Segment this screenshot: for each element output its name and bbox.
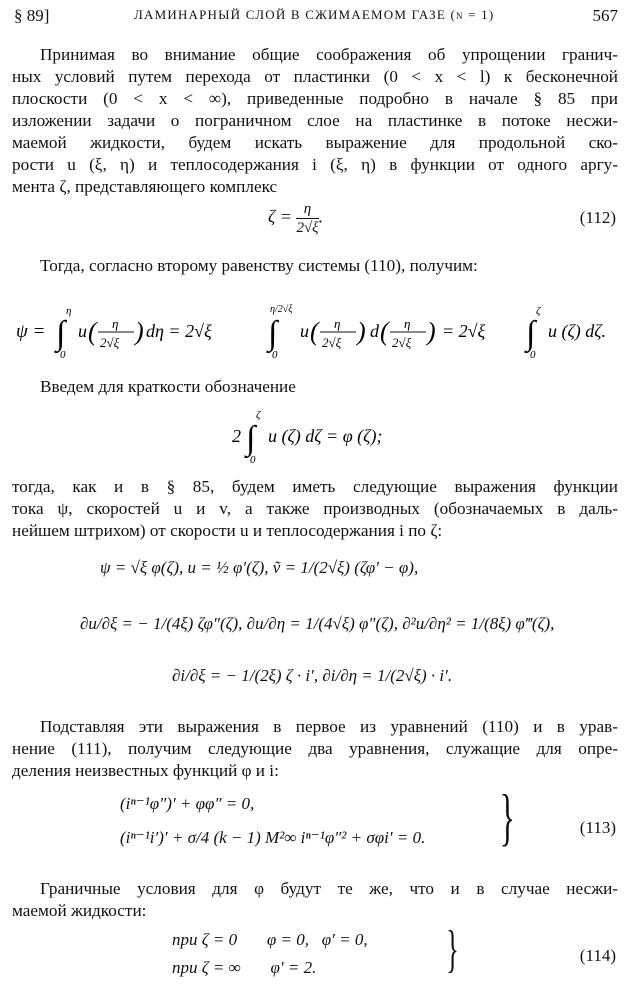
svg-text:): )	[427, 317, 436, 346]
svg-text:∫: ∫	[56, 315, 66, 352]
text-line: мента ζ, представляющего комплекс	[12, 177, 278, 196]
text-line: Граничные условия для φ будут те же, что и в случае несжи-	[40, 879, 618, 898]
section-marker: § 89]	[14, 6, 50, 25]
right-brace: }	[446, 921, 459, 978]
svg-text:u: u	[300, 321, 309, 341]
equation-number-112: (112)	[579, 208, 616, 227]
eq-lhs: ζ =	[268, 206, 292, 227]
svg-text:): )	[357, 317, 366, 346]
psi-integral-drawing	[14, 300, 618, 362]
text-line: нейшем штрихом) от скорости u и теплосодержания i по ζ:	[12, 521, 443, 540]
svg-text:2: 2	[232, 426, 241, 446]
text-line: тока ψ, скоростей u и v, а также производных (обозначаемых в даль-	[12, 499, 618, 518]
svg-text:η: η	[334, 316, 341, 331]
text-line: Принимая во внимание общие соображения об упрощении гранич-	[40, 45, 618, 64]
right-brace: }	[499, 781, 516, 852]
text-line: маемой жидкости, будем искать выражение для продольной ско-	[12, 133, 618, 152]
equation-derivatives-3: ∂i/∂ξ = − 1/(2ξ) ζ · i′, ∂i/∂η = 1/(2√ξ) · i′.	[172, 666, 453, 685]
text-line: ных условий путем перехода от пластинки (0 < x < l) к бесконечной	[12, 67, 618, 86]
page-number: 567	[592, 6, 618, 25]
paragraph-substituting	[12, 716, 618, 782]
svg-text:u (ζ) dζ = φ (ζ);: u (ζ) dζ = φ (ζ);	[268, 426, 383, 446]
paragraph-intro	[12, 44, 618, 198]
text-line: маемой жидкости:	[12, 901, 147, 920]
text-line: деления неизвестных функций φ и i:	[12, 761, 279, 780]
eq-tail: .	[318, 206, 324, 227]
paragraph-notation	[12, 376, 618, 398]
equation-113-line-2: (iⁿ⁻¹i′)′ + σ/4 (k − 1) M²∞ iⁿ⁻¹φ″² + σφi′ = 0.	[120, 828, 426, 847]
equation-number-114: (114)	[579, 946, 616, 965]
svg-text:2√ξ: 2√ξ	[322, 335, 342, 350]
paragraph-boundary-conditions	[12, 878, 618, 922]
text-line: Введем для краткости обозначение	[40, 377, 296, 396]
svg-text:(: (	[88, 317, 97, 346]
svg-text:2√ξ: 2√ξ	[100, 335, 120, 350]
equation-112	[268, 200, 323, 237]
svg-text:(: (	[310, 317, 319, 346]
text-line: рости u (ξ, η) и теплосодержания i (ξ, η) в функции от одного аргу-	[12, 155, 618, 174]
svg-text:d: d	[370, 321, 379, 341]
header-title: ЛАМИНАРНЫЙ СЛОЙ В СЖИМАЕМОМ ГАЗЕ (n = 1)	[134, 7, 495, 22]
denominator: 2√ξ	[296, 220, 319, 236]
numerator: η	[296, 200, 318, 219]
svg-text:ψ =: ψ =	[16, 321, 46, 342]
paragraph-then	[12, 255, 618, 277]
svg-text:∫: ∫	[246, 420, 256, 457]
svg-text:ζ: ζ	[256, 409, 261, 421]
text-line: нение (111), получим следующие два уравнения, служащие для опре-	[12, 739, 618, 758]
equation-derivatives-2: ∂u/∂ξ = − 1/(4ξ) ζφ″(ζ), ∂u/∂η = 1/(4√ξ) φ″(ζ), ∂²u/∂η² = 1/(8ξ) φ‴(ζ),	[80, 614, 555, 633]
svg-text:0: 0	[60, 349, 66, 361]
svg-text:η: η	[66, 305, 72, 317]
svg-text:∫: ∫	[526, 315, 536, 352]
svg-text:∫: ∫	[268, 315, 278, 352]
svg-text:(: (	[380, 317, 389, 346]
fraction	[296, 200, 318, 237]
svg-text:= 2√ξ: = 2√ξ	[442, 321, 486, 341]
equation-113-line-1: (iⁿ⁻¹φ″)′ + φφ″ = 0,	[120, 794, 255, 813]
text-line: Подставляя эти выражения в первое из уравнений (110) и в урав-	[40, 717, 618, 736]
paragraph-then-as	[12, 476, 618, 542]
svg-text:ζ: ζ	[536, 305, 541, 317]
svg-text:η: η	[404, 316, 411, 331]
svg-text:2√ξ: 2√ξ	[392, 335, 412, 350]
equation-phi-definition	[228, 404, 428, 471]
svg-text:): )	[135, 317, 144, 346]
equation-derivatives-1: ψ = √ξ φ(ζ), u = ½ φ′(ζ), ṽ = 1/(2√ξ) (ζφ′ − φ),	[100, 558, 419, 577]
svg-text:u (ζ) dζ.: u (ζ) dζ.	[548, 321, 607, 341]
equation-number-113: (113)	[579, 818, 616, 837]
text-line: плоскости (0 < x < ∞), приведенные подробно в начале § 85 при	[12, 89, 618, 108]
svg-text:0: 0	[250, 454, 256, 466]
running-header	[14, 6, 618, 28]
svg-text:dη = 2√ξ: dη = 2√ξ	[146, 321, 212, 341]
svg-text:η: η	[112, 316, 119, 331]
svg-text:0: 0	[530, 349, 536, 361]
phi-definition-drawing	[228, 404, 428, 466]
svg-text:η/2√ξ: η/2√ξ	[270, 304, 293, 315]
equation-114-line-2: при ζ = ∞ φ′ = 2.	[172, 958, 317, 977]
text-line: изложении задачи о пограничном слое на пластинке в потоке несжи-	[12, 111, 618, 130]
svg-text:u: u	[78, 321, 87, 341]
equation-psi-integral	[14, 300, 618, 367]
equation-114-line-1: при ζ = 0 φ = 0, φ′ = 0,	[172, 930, 368, 949]
text-line: Тогда, согласно второму равенству системы (110), получим:	[40, 256, 478, 275]
svg-text:0: 0	[272, 349, 278, 361]
text-line: тогда, как и в § 85, будем иметь следующие выражения функции	[12, 477, 618, 496]
